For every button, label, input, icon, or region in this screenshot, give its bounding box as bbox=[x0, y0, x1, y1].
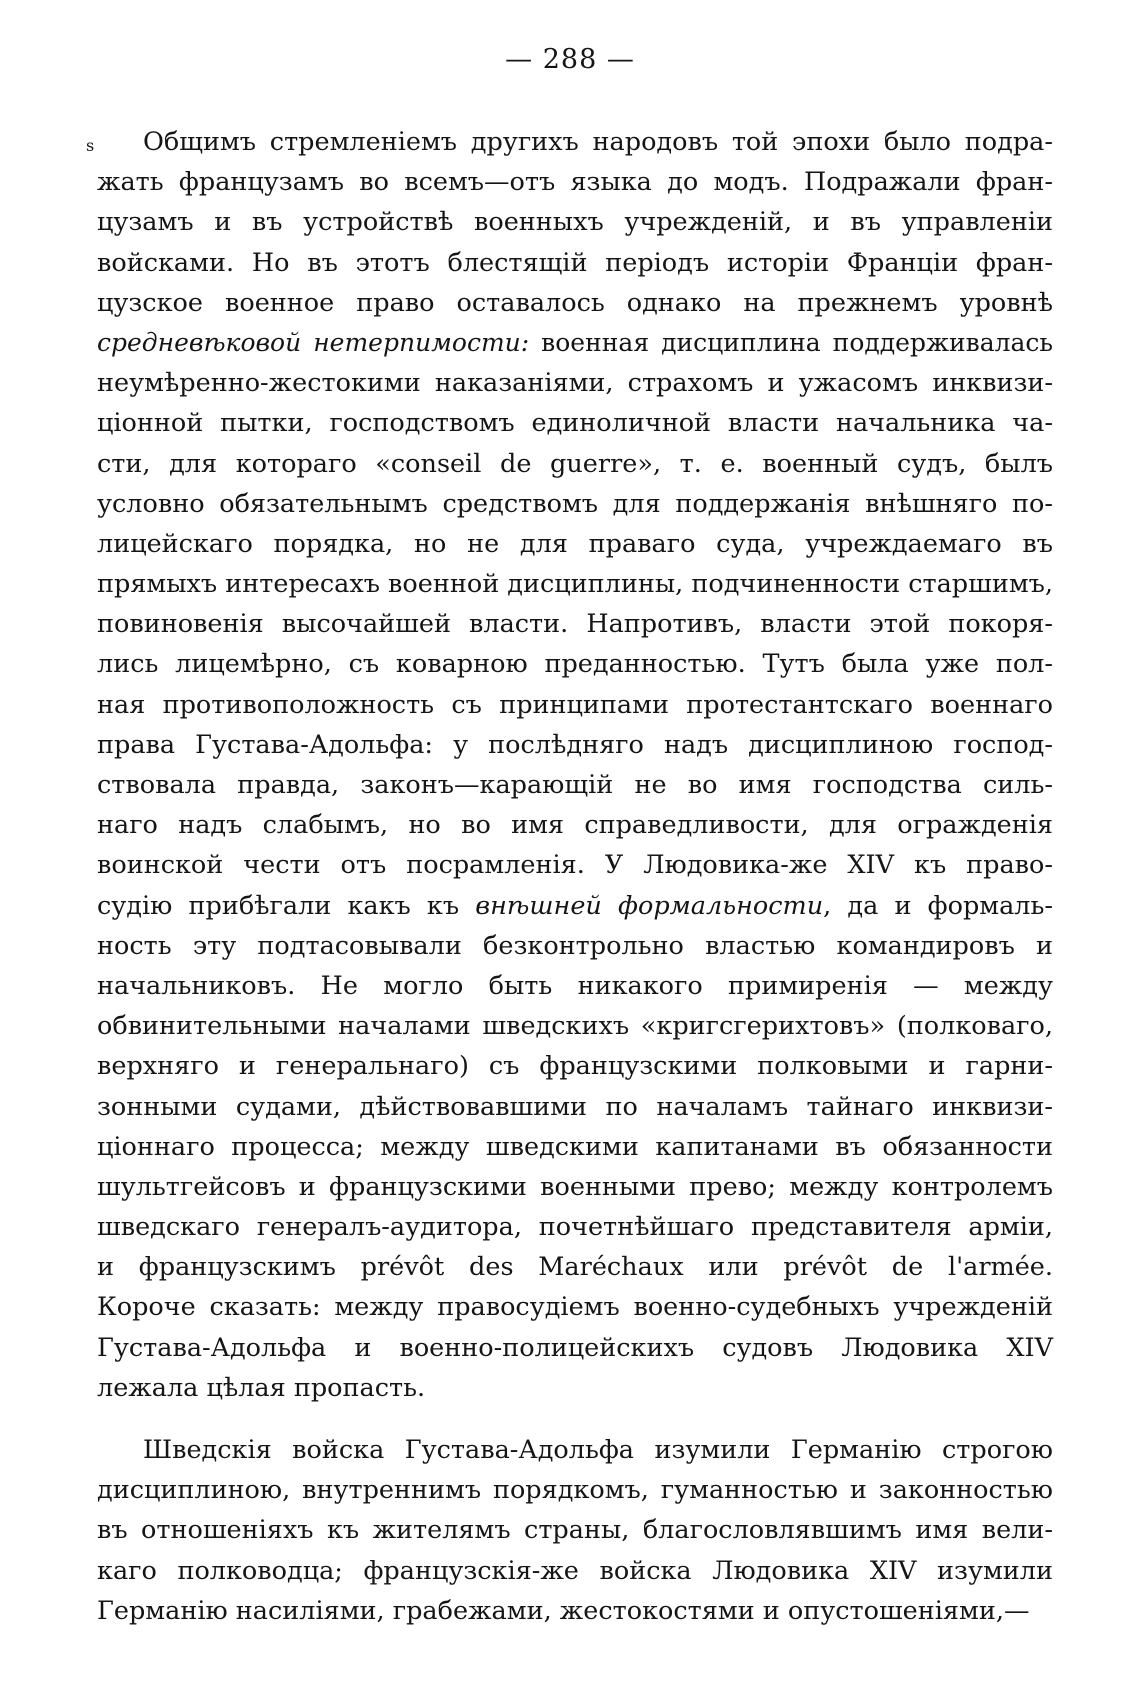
text-line bbox=[97, 1287, 1053, 1327]
text-line bbox=[97, 845, 1053, 885]
text-line bbox=[97, 966, 1053, 1006]
text-line bbox=[97, 1167, 1053, 1207]
text-line bbox=[97, 1368, 1053, 1408]
text-line bbox=[97, 1510, 1053, 1550]
text-run: наго надъ слабымъ, но во имя справедливости, для огражденія bbox=[97, 810, 1053, 841]
text-run: Короче сказать: между правосудіемъ военно-судебныхъ учрежденій bbox=[97, 1292, 1053, 1323]
text-run: неумѣренно-жестокими наказаніями, страхомъ и ужасомъ инквизи- bbox=[97, 368, 1053, 399]
text-line bbox=[97, 1328, 1053, 1368]
text-run: судію прибѣгали какъ къ bbox=[97, 890, 476, 921]
text-line bbox=[97, 926, 1053, 966]
text-line bbox=[97, 644, 1053, 684]
text-line bbox=[97, 685, 1053, 725]
text-run: повиновенія высочайшей власти. Напротивъ, власти этой покоря- bbox=[97, 609, 1053, 640]
text-line bbox=[97, 1430, 1053, 1470]
text-line bbox=[97, 323, 1053, 363]
paragraph bbox=[97, 1430, 1053, 1631]
italic-text: внѣшней формальности bbox=[475, 890, 824, 921]
text-run: шведскаго генералъ-аудитора, почетнѣйшаго представителя арміи, bbox=[97, 1212, 1053, 1243]
text-run: жать французамъ во всемъ—отъ языка до модъ. Подражали фран- bbox=[97, 167, 1053, 198]
text-run: и французскимъ prévôt des Maréchaux или prévôt de l'armée. bbox=[97, 1252, 1053, 1283]
text-run: ціоннаго процесса; между шведскими капитанами въ обязанности bbox=[97, 1131, 1053, 1162]
italic-text: средневѣковой нетерпимости: bbox=[97, 327, 530, 357]
text-run: каго полководца; французскія-же войска Людовика XIV изумили bbox=[97, 1555, 1053, 1586]
text-run: лежала цѣлая пропасть. bbox=[97, 1372, 426, 1403]
text-run: , да и формаль- bbox=[823, 890, 1054, 921]
text-line bbox=[97, 283, 1053, 323]
text-run: прямыхъ интересахъ военной дисциплины, подчиненности старшимъ, bbox=[97, 569, 1053, 600]
text-run: ствовала правда, законъ—карающій не во имя господства силь- bbox=[97, 770, 1053, 800]
text-line bbox=[97, 1127, 1053, 1167]
text-run: ность эту подтасовывали безконтрольно властью командировъ и bbox=[97, 930, 1053, 961]
text-line bbox=[97, 1470, 1053, 1510]
text-run: лись лицемѣрно, съ коварною преданностью. Тутъ была уже пол- bbox=[97, 649, 1053, 680]
text-run: шультгейсовъ и французскими военными прево; между контролемъ bbox=[97, 1171, 1053, 1202]
text-line bbox=[97, 1087, 1053, 1127]
text-line bbox=[97, 886, 1053, 926]
text-run: Германію насиліями, грабежами, жестокостями и опустошеніями,— bbox=[97, 1595, 1030, 1626]
text-run: Шведскія войска Густава-Адольфа изумили Германію строгою bbox=[143, 1435, 1053, 1465]
text-run: войсками. Но въ этотъ блестящій періодъ исторіи Франціи фран- bbox=[97, 247, 1053, 278]
page-number: — 288 — bbox=[505, 44, 635, 75]
margin-mark: ѕ bbox=[86, 136, 95, 155]
text-run: начальниковъ. Не могло быть никакого примиренія — между bbox=[97, 970, 1053, 1001]
text-run: цузамъ и въ устройствѣ военныхъ учрежденій, и въ управленіи bbox=[97, 207, 1053, 238]
text-run: лицейскаго порядка, но не для праваго суда, учреждаемаго въ bbox=[97, 528, 1053, 559]
text-line bbox=[97, 805, 1053, 845]
text-line bbox=[97, 604, 1053, 644]
text-line bbox=[97, 524, 1053, 564]
text-run: верхняго и генеральнаго) съ французскими полковыми и гарни- bbox=[97, 1051, 1053, 1082]
text-line bbox=[97, 403, 1053, 443]
text-run: сти, для котораго «conseil de guerre», т. е. военный судъ, былъ bbox=[97, 448, 1053, 479]
text-run: въ отношеніяхъ къ жителямъ страны, благословлявшимъ имя вели- bbox=[97, 1515, 1053, 1546]
text-run: Густава-Адольфа и военно-полицейскихъ судовъ Людовика XIV bbox=[97, 1332, 1053, 1363]
text-line bbox=[97, 1591, 1053, 1631]
text-run: военная дисциплина поддерживалась bbox=[529, 327, 1054, 357]
text-run: Общимъ стремленіемъ другихъ народовъ той эпохи было подра- bbox=[143, 127, 1053, 157]
paragraph-gap bbox=[97, 1408, 1053, 1430]
text-run: условно обязательнымъ средствомъ для поддержанія внѣшняго по- bbox=[97, 488, 1053, 519]
text-line bbox=[97, 1207, 1053, 1247]
paragraph bbox=[97, 122, 1053, 1408]
text-line bbox=[97, 444, 1053, 484]
text-run: дисциплиною, внутреннимъ порядкомъ, гуманностью и законностью bbox=[97, 1475, 1053, 1506]
text-line bbox=[97, 1046, 1053, 1086]
text-line bbox=[97, 363, 1053, 403]
text-line bbox=[97, 162, 1053, 202]
text-line bbox=[97, 564, 1053, 604]
text-line bbox=[97, 484, 1053, 524]
text-run: цузское военное право оставалось однако на прежнемъ уровнѣ bbox=[97, 287, 1053, 318]
text-run: ціонной пытки, господствомъ единоличной власти начальника ча- bbox=[97, 408, 1053, 439]
text-line bbox=[97, 1551, 1053, 1591]
text-run: обвинительными началами шведскихъ «кригсгерихтовъ» (полковаго, bbox=[97, 1011, 1053, 1042]
body-text bbox=[97, 122, 1053, 1631]
text-run: ная противоположность съ принципами протестантскаго военнаго bbox=[97, 689, 1053, 720]
text-line bbox=[97, 725, 1053, 765]
text-line bbox=[97, 1247, 1053, 1287]
text-run: зонными судами, дѣйствовавшими по началамъ тайнаго инквизи- bbox=[97, 1091, 1053, 1122]
text-line bbox=[97, 243, 1053, 283]
text-line bbox=[97, 122, 1053, 162]
text-run: воинской чести отъ посрамленія. У Людовика-же XIV къ право- bbox=[97, 850, 1053, 881]
text-line bbox=[97, 765, 1053, 805]
text-run: права Густава-Адольфа: у послѣдняго надъ дисциплиною господ- bbox=[97, 729, 1053, 760]
text-line bbox=[97, 1006, 1053, 1046]
text-line bbox=[97, 202, 1053, 242]
